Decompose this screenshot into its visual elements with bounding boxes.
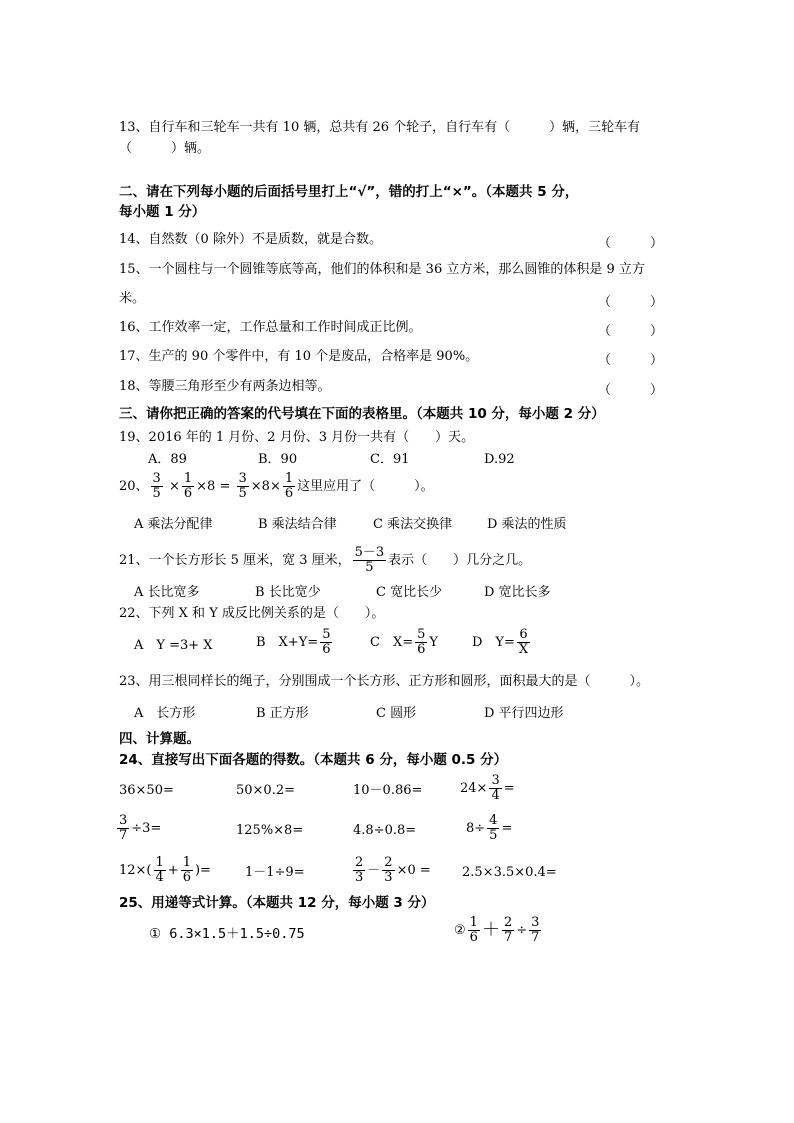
q23-option-b[interactable]: B 正方形 <box>256 706 309 721</box>
q22-option-d[interactable]: D Y= $\frac{6}{X}$ <box>472 627 529 657</box>
q20-option-a[interactable]: A 乘法分配律 <box>134 517 213 532</box>
q16-answer-paren[interactable]: （ ） <box>598 324 664 339</box>
q19-option-b[interactable]: B．90 <box>258 452 298 467</box>
q25-title: 25、用递等式计算。（本题共 12 分，每小题 3 分） <box>119 895 435 911</box>
q18-answer-paren[interactable]: （ ） <box>598 383 664 398</box>
q22-option-c[interactable]: C X= $\frac{5}{6}$ Y <box>370 627 438 657</box>
q23-option-d[interactable]: D 平行四边形 <box>484 706 564 721</box>
section-4-title: 四、计算题。 <box>119 731 200 747</box>
q20-option-c[interactable]: C 乘法交换律 <box>373 517 453 532</box>
q24-r3c4: 2.5×3.5×0.4= <box>462 865 557 880</box>
section-3-title: 三、请你把正确的答案的代号填在下面的表格里。（本题共 10 分，每小题 2 分） <box>119 406 605 422</box>
q21-option-b[interactable]: B 长比宽少 <box>255 585 321 600</box>
q24-r3c2: 1－1÷9= <box>245 865 305 880</box>
q14-text: 14、自然数（0 除外）不是质数，就是合数。 <box>119 232 382 247</box>
q15-answer-paren[interactable]: （ ） <box>598 295 664 310</box>
q24-r1c4: 24× $\frac{3}{4}$ = <box>460 773 515 803</box>
q22-option-a[interactable]: A Y =3+ X <box>134 638 213 653</box>
q21-option-d[interactable]: D 宽比长多 <box>484 585 551 600</box>
q19-option-d[interactable]: D.92 <box>484 452 515 467</box>
q21-fraction: $\frac{5-3}{5}$ <box>354 545 385 575</box>
q20-fraction-2: $\frac{1}{6}$ <box>183 471 193 501</box>
q25-expression-1: ① 6.3×1.5＋1.5÷0.75 <box>149 926 305 942</box>
q15-text-line1: 15、一个圆柱与一个圆锥等底等高，他们的体积和是 36 立方米，那么圆锥的体积是 9 立方 <box>119 262 645 277</box>
q13-line2: （ ）辆。 <box>119 141 211 156</box>
q24-r1c2: 50×0.2= <box>236 783 296 798</box>
q24-r3c1: 12×( $\frac{1}{4}$ + $\frac{1}{6}$ )= <box>119 855 211 885</box>
q23-option-a[interactable]: A 长方形 <box>134 706 196 721</box>
q19-option-a[interactable]: A．89 <box>148 452 187 467</box>
q20-option-b[interactable]: B 乘法结合律 <box>258 517 337 532</box>
q19-option-c[interactable]: C．91 <box>370 452 410 467</box>
q21-expression: 21、一个长方形长 5 厘米，宽 3 厘米， $\frac{5-3}{5}$ 表示（ ）几分之几。 <box>119 545 532 575</box>
q24-r3c3: $\frac{2}{3}$ － $\frac{2}{3}$ ×0 = <box>355 855 431 885</box>
q17-answer-paren[interactable]: （ ） <box>598 353 664 368</box>
q20-fraction-1: $\frac{3}{5}$ <box>152 471 161 501</box>
q23-option-c[interactable]: C 圆形 <box>376 706 417 721</box>
q13-line1: 13、自行车和三轮车一共有 10 辆，总共有 26 个轮子，自行车有（ ）辆，三轮车有 <box>119 120 641 135</box>
q20-expression: 20、 $\frac{3}{5}$ × $\frac{1}{6}$ ×8 = $\frac{3}{5}$ ×8× $\frac{1}{6}$ 这里应用了（ ）。 <box>119 471 434 501</box>
q24-r1c1: 36×50= <box>119 783 174 798</box>
q20-option-d[interactable]: D 乘法的性质 <box>487 517 567 532</box>
q19-text: 19、2016 年的 1 月份、2 月份、3 月份一共有（ ）天。 <box>119 430 475 445</box>
q17-text: 17、生产的 90 个零件中，有 10 个是废品，合格率是 90%。 <box>119 349 479 364</box>
q20-fraction-3: $\frac{3}{5}$ <box>238 471 247 501</box>
q21-option-c[interactable]: C 宽比长少 <box>376 585 443 600</box>
q22-option-b[interactable]: B X+Y= $\frac{5}{6}$ <box>256 627 331 657</box>
q23-text: 23、用三根同样长的绳子，分别围成一个长方形、正方形和圆形，面积最大的是（ ）。 <box>119 674 650 689</box>
q24-r1c3: 10－0.86= <box>353 783 423 798</box>
q20-prefix: 20、 <box>119 479 149 494</box>
q16-text: 16、工作效率一定，工作总量和工作时间成正比例。 <box>119 320 422 335</box>
q25-expression-2: ② $\frac{1}{6}$ ＋ $\frac{2}{7}$ ÷ $\frac{3}{7}$ <box>454 915 540 945</box>
q20-suffix: 这里应用了（ ）。 <box>297 479 434 494</box>
q24-r2c3: 4.8÷0.8= <box>353 823 417 838</box>
q15-text-line2: 米。 <box>119 291 146 306</box>
q21-option-a[interactable]: A 长比宽多 <box>134 585 200 600</box>
q22-text: 22、下列 X 和 Y 成反比例关系的是（ ）。 <box>119 606 385 621</box>
q24-r2c2: 125%×8= <box>236 823 304 838</box>
q24-r2c1: $\frac{3}{7}$ ÷3= <box>119 813 162 843</box>
q24-r2c4: 8÷ $\frac{4}{5}$ = <box>466 813 513 843</box>
q14-answer-paren[interactable]: （ ） <box>598 236 664 251</box>
section-2-title-line1: 二、请在下列每小题的后面括号里打上“√”，错的打上“×”。（本题共 5 分， <box>119 184 579 200</box>
section-2-title-line2: 每小题 1 分） <box>119 204 206 220</box>
q18-text: 18、等腰三角形至少有两条边相等。 <box>119 379 331 394</box>
q24-title: 24、直接写出下面各题的得数。（本题共 6 分，每小题 0.5 分） <box>119 752 508 768</box>
q20-fraction-4: $\frac{1}{6}$ <box>284 471 294 501</box>
